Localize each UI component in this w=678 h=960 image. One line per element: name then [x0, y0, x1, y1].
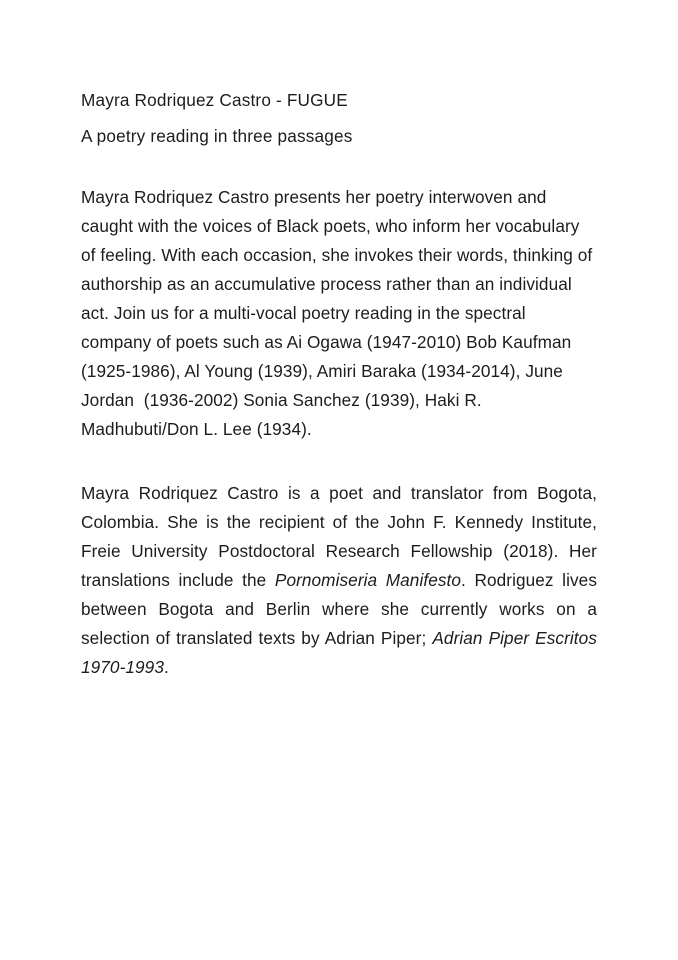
paragraph-spacer: [81, 444, 597, 479]
blank-page-area: [0, 680, 678, 960]
title-body-spacer: [81, 154, 597, 183]
bio-segment-one: Mayra Rodriquez Castro is a poet and translator from Bogota, Colombia. She is the recipient of the John F. Kennedy Institute, Freie University Postdoctoral Research Fellowship (2018). Her translations include the: [81, 483, 603, 590]
paragraph-event-description: Mayra Rodriquez Castro presents her poetry interwoven and caught with the voices of Black poets, who inform her vocabulary of feeling. With each occasion, she invokes their words, thinking of authorship as an accumulative process rather than an individual act. Join us for a multi-vocal poetry reading in the spectral company of poets such as Ai Ogawa (1947-2010) Bob Kaufman (1925-1986), Al Young (1939), Amiri Baraka (1934-2014), June Jordan (1936-2002) Sonia Sanchez (1939), Haki R. Madhubuti/Don L. Lee (1934).: [81, 187, 598, 439]
bio-segment-three: .: [163, 657, 169, 677]
paragraph-author-bio: [81, 479, 603, 682]
title-block: [81, 82, 597, 154]
work-title-adrian-piper-escritos: Adrian Piper Escritos 1970-1993: [81, 628, 603, 677]
bio-segment-two: . Rodriguez lives between Bogota and Berlin where she currently works on a selection of translated texts by Adrian Piper;: [81, 570, 603, 648]
page-subtitle: A poetry reading in three passages: [81, 126, 353, 146]
page-title: Mayra Rodriquez Castro - FUGUE: [81, 90, 348, 110]
work-title-pornomiseria-manifesto: Pornomiseria Manifesto: [274, 570, 462, 590]
text-column: [81, 82, 603, 682]
